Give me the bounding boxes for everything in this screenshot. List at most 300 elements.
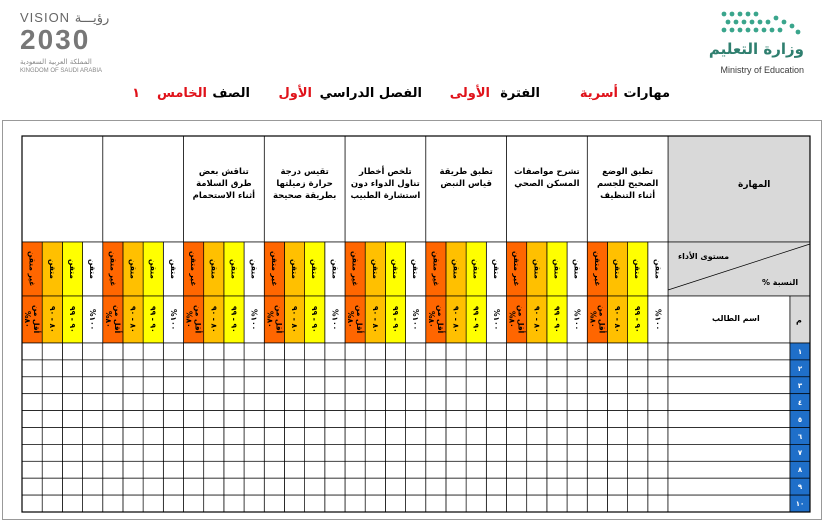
skill-title: تطبق الوضع الصحيح للجسم أثناء التنظيف xyxy=(596,167,659,201)
data-cell xyxy=(466,461,486,478)
data-cell xyxy=(325,360,345,377)
data-cell xyxy=(325,461,345,478)
data-cell xyxy=(426,377,446,394)
percent-label: أقل من ٨٠% xyxy=(346,305,365,334)
skill-group-cell xyxy=(103,136,184,242)
level-label: متقن xyxy=(88,259,98,279)
data-cell xyxy=(244,428,264,445)
data-cell xyxy=(184,495,204,512)
data-cell xyxy=(103,461,123,478)
data-cell xyxy=(507,428,527,445)
level-label: غير متقن xyxy=(189,251,199,287)
data-cell xyxy=(648,478,668,495)
data-cell xyxy=(123,428,143,445)
skill-title: تطبق طريقة قياس النبض xyxy=(439,167,493,189)
data-cell xyxy=(527,343,547,360)
skill-title: تلخص أخطار تناول الدواء دون استشارة الطبيب xyxy=(350,167,421,201)
data-cell xyxy=(305,478,325,495)
data-cell xyxy=(587,394,607,411)
data-cell xyxy=(547,411,567,428)
data-cell xyxy=(325,343,345,360)
data-cell xyxy=(446,377,466,394)
data-cell xyxy=(527,394,547,411)
data-cell xyxy=(204,428,224,445)
percent-label: ٩٠ - ٩٩ xyxy=(552,306,562,333)
data-cell xyxy=(365,478,385,495)
data-cell xyxy=(42,360,62,377)
data-cell xyxy=(103,360,123,377)
percent-label: ٩٠ - ٩٩ xyxy=(633,306,643,333)
data-cell xyxy=(264,343,284,360)
data-cell xyxy=(325,428,345,445)
level-label: متقن xyxy=(411,259,421,279)
data-cell xyxy=(345,360,365,377)
data-cell xyxy=(486,495,506,512)
level-label: متقن xyxy=(168,259,178,279)
data-cell xyxy=(204,478,224,495)
data-cell xyxy=(224,428,244,445)
data-cell xyxy=(587,377,607,394)
data-cell xyxy=(607,495,627,512)
data-cell xyxy=(345,444,365,461)
data-cell xyxy=(628,428,648,445)
student-name-cell xyxy=(668,394,790,411)
data-cell xyxy=(466,377,486,394)
data-cell xyxy=(345,478,365,495)
vision-country-en: KINGDOM OF SAUDI ARABIA xyxy=(20,68,103,74)
skill-title: تناقش بعض طرق السلامة أثناء الاستحمام xyxy=(192,167,256,201)
data-cell xyxy=(305,461,325,478)
data-cell xyxy=(426,394,446,411)
data-cell xyxy=(123,461,143,478)
data-cell xyxy=(42,377,62,394)
level-label: متقن xyxy=(653,259,663,279)
data-cell xyxy=(486,478,506,495)
data-cell xyxy=(62,360,82,377)
data-cell xyxy=(547,478,567,495)
level-label: غير متقن xyxy=(269,251,279,287)
data-cell xyxy=(284,461,304,478)
data-cell xyxy=(264,411,284,428)
data-cell xyxy=(648,495,668,512)
data-cell xyxy=(244,495,264,512)
data-cell xyxy=(628,411,648,428)
data-cell xyxy=(83,428,103,445)
data-cell xyxy=(607,478,627,495)
level-label: غير متقن xyxy=(592,251,602,287)
data-cell xyxy=(83,377,103,394)
data-cell xyxy=(264,444,284,461)
data-cell xyxy=(284,343,304,360)
data-cell xyxy=(547,360,567,377)
data-cell xyxy=(103,343,123,360)
data-cell xyxy=(365,428,385,445)
data-cell xyxy=(163,394,183,411)
data-cell xyxy=(143,343,163,360)
data-cell xyxy=(305,343,325,360)
data-cell xyxy=(587,444,607,461)
data-cell xyxy=(648,444,668,461)
data-cell xyxy=(486,360,506,377)
data-cell xyxy=(486,377,506,394)
data-cell xyxy=(567,495,587,512)
data-cell xyxy=(305,495,325,512)
data-cell xyxy=(406,444,426,461)
data-cell xyxy=(486,461,506,478)
percent-label: أقل من ٨٠% xyxy=(588,305,607,334)
percent-label: أقل من ٨٠% xyxy=(23,305,42,334)
level-label: متقن xyxy=(67,259,77,279)
data-cell xyxy=(42,478,62,495)
data-cell xyxy=(385,478,405,495)
student-name-cell xyxy=(668,411,790,428)
data-cell xyxy=(466,428,486,445)
data-cell xyxy=(587,428,607,445)
level-label: متقن xyxy=(229,259,239,279)
data-cell xyxy=(567,394,587,411)
data-cell xyxy=(204,394,224,411)
data-cell xyxy=(385,343,405,360)
data-cell xyxy=(204,360,224,377)
data-cell xyxy=(587,343,607,360)
data-cell xyxy=(83,411,103,428)
data-cell xyxy=(123,411,143,428)
data-cell xyxy=(587,360,607,377)
data-cell xyxy=(83,478,103,495)
data-cell xyxy=(547,444,567,461)
data-cell xyxy=(345,394,365,411)
data-cell xyxy=(426,360,446,377)
data-cell xyxy=(587,411,607,428)
data-cell xyxy=(42,411,62,428)
percent-label: ١٠٠% xyxy=(168,308,178,331)
level-label: متقن xyxy=(491,259,501,279)
data-cell xyxy=(62,411,82,428)
data-cell xyxy=(305,394,325,411)
row-index-label: ١٠ xyxy=(795,500,805,509)
percent-header-label: النسبة % xyxy=(762,278,799,287)
data-cell xyxy=(406,461,426,478)
data-cell xyxy=(62,478,82,495)
data-cell xyxy=(42,394,62,411)
data-cell xyxy=(628,478,648,495)
data-cell xyxy=(62,394,82,411)
level-label: متقن xyxy=(633,259,643,279)
data-cell xyxy=(547,377,567,394)
data-cell xyxy=(507,461,527,478)
data-cell xyxy=(365,360,385,377)
data-cell xyxy=(244,343,264,360)
data-cell xyxy=(406,394,426,411)
data-cell xyxy=(466,343,486,360)
row-index-label: ٥ xyxy=(797,415,803,424)
level-label: متقن xyxy=(128,259,138,279)
data-cell xyxy=(426,343,446,360)
data-cell xyxy=(486,428,506,445)
data-cell xyxy=(507,411,527,428)
data-cell xyxy=(466,444,486,461)
data-cell xyxy=(648,360,668,377)
title-period-value: الأولى xyxy=(449,86,490,101)
level-label: غير متقن xyxy=(512,251,522,287)
data-cell xyxy=(385,411,405,428)
data-cell xyxy=(22,343,42,360)
data-cell xyxy=(607,343,627,360)
percent-label: ٩٠ - ٩٩ xyxy=(148,306,158,333)
data-cell xyxy=(628,360,648,377)
data-cell xyxy=(123,360,143,377)
data-cell xyxy=(385,495,405,512)
title-grade-section: ١ xyxy=(132,86,140,101)
title-grade-label: الصف xyxy=(212,86,250,101)
data-cell xyxy=(567,360,587,377)
data-cell xyxy=(22,411,42,428)
data-cell xyxy=(123,478,143,495)
data-cell xyxy=(143,394,163,411)
percent-label: ٨٠ - ٩٠ xyxy=(128,306,138,333)
data-cell xyxy=(466,411,486,428)
row-index-label: ٤ xyxy=(797,398,803,407)
data-cell xyxy=(385,377,405,394)
data-cell xyxy=(426,411,446,428)
level-label: غير متقن xyxy=(108,251,118,287)
data-cell xyxy=(22,444,42,461)
data-cell xyxy=(123,343,143,360)
data-cell xyxy=(22,360,42,377)
data-cell xyxy=(426,428,446,445)
data-cell xyxy=(123,444,143,461)
data-cell xyxy=(62,343,82,360)
data-cell xyxy=(163,377,183,394)
data-cell xyxy=(325,394,345,411)
row-index-label: ٧ xyxy=(797,449,803,458)
data-cell xyxy=(365,461,385,478)
data-cell xyxy=(284,411,304,428)
data-cell xyxy=(628,461,648,478)
data-cell xyxy=(123,394,143,411)
data-cell xyxy=(244,444,264,461)
level-label: متقن xyxy=(290,259,300,279)
data-cell xyxy=(204,411,224,428)
data-cell xyxy=(103,394,123,411)
data-cell xyxy=(325,411,345,428)
data-cell xyxy=(163,360,183,377)
data-cell xyxy=(264,394,284,411)
data-cell xyxy=(607,428,627,445)
percent-label: ٩٠ - ٩٩ xyxy=(229,306,239,333)
percent-label: ١٠٠% xyxy=(653,308,663,331)
data-cell xyxy=(83,343,103,360)
student-name-cell xyxy=(668,428,790,445)
data-cell xyxy=(305,428,325,445)
data-cell xyxy=(22,495,42,512)
data-cell xyxy=(83,394,103,411)
data-cell xyxy=(244,478,264,495)
data-cell xyxy=(527,478,547,495)
level-label: غير متقن xyxy=(350,251,360,287)
data-cell xyxy=(184,377,204,394)
data-cell xyxy=(305,377,325,394)
data-cell xyxy=(163,411,183,428)
data-cell xyxy=(325,377,345,394)
data-cell xyxy=(527,444,547,461)
data-cell xyxy=(406,360,426,377)
skill-header-label: المهارة xyxy=(738,180,771,190)
data-cell xyxy=(204,495,224,512)
data-cell xyxy=(62,377,82,394)
student-header-label: اسم الطالب xyxy=(712,314,760,323)
data-cell xyxy=(486,411,506,428)
data-cell xyxy=(466,394,486,411)
percent-label: ٩٠ - ٩٩ xyxy=(471,306,481,333)
row-index-label: ٨ xyxy=(797,466,803,475)
level-label: متقن xyxy=(552,259,562,279)
student-name-cell xyxy=(668,495,790,512)
data-cell xyxy=(365,444,385,461)
percent-label: ٨٠ - ٩٠ xyxy=(209,306,219,333)
data-cell xyxy=(406,377,426,394)
data-cell xyxy=(264,478,284,495)
data-cell xyxy=(22,461,42,478)
data-cell xyxy=(385,428,405,445)
data-cell xyxy=(204,461,224,478)
data-cell xyxy=(446,394,466,411)
level-label: متقن xyxy=(390,259,400,279)
title-semester-label: الفصل الدراسي xyxy=(319,86,422,101)
data-cell xyxy=(22,478,42,495)
data-cell xyxy=(143,377,163,394)
data-cell xyxy=(527,428,547,445)
data-cell xyxy=(184,444,204,461)
data-cell xyxy=(224,495,244,512)
data-cell xyxy=(365,377,385,394)
data-cell xyxy=(244,394,264,411)
data-cell xyxy=(325,495,345,512)
data-cell xyxy=(284,360,304,377)
data-cell xyxy=(587,495,607,512)
data-cell xyxy=(103,428,123,445)
data-cell xyxy=(607,444,627,461)
data-cell xyxy=(184,478,204,495)
data-cell xyxy=(426,495,446,512)
data-cell xyxy=(284,495,304,512)
data-cell xyxy=(486,343,506,360)
data-cell xyxy=(426,461,446,478)
data-cell xyxy=(365,343,385,360)
level-header-label: مستوى الأداء xyxy=(678,252,730,261)
data-cell xyxy=(365,411,385,428)
student-name-cell xyxy=(668,444,790,461)
data-cell xyxy=(163,444,183,461)
data-cell xyxy=(163,428,183,445)
data-cell xyxy=(244,360,264,377)
data-cell xyxy=(123,377,143,394)
data-cell xyxy=(224,377,244,394)
data-cell xyxy=(426,478,446,495)
vision-top-label: VISION رؤيـــة xyxy=(20,10,110,25)
data-cell xyxy=(143,428,163,445)
data-cell xyxy=(163,478,183,495)
data-cell xyxy=(446,444,466,461)
row-index-label: ٩ xyxy=(797,483,803,492)
data-cell xyxy=(184,343,204,360)
data-cell xyxy=(184,394,204,411)
percent-label: أقل من ٨٠% xyxy=(184,305,203,334)
data-cell xyxy=(527,360,547,377)
data-cell xyxy=(184,461,204,478)
data-cell xyxy=(62,495,82,512)
title-grade-value: الخامس xyxy=(156,86,207,101)
data-cell xyxy=(284,377,304,394)
data-cell xyxy=(406,343,426,360)
data-cell xyxy=(103,444,123,461)
data-cell xyxy=(507,343,527,360)
level-label: متقن xyxy=(532,259,542,279)
data-cell xyxy=(42,495,62,512)
percent-label: ٨٠ - ٩٠ xyxy=(370,306,380,333)
data-cell xyxy=(648,394,668,411)
data-cell xyxy=(62,461,82,478)
data-cell xyxy=(446,343,466,360)
data-cell xyxy=(587,478,607,495)
data-cell xyxy=(426,444,446,461)
data-cell xyxy=(648,428,668,445)
data-cell xyxy=(365,495,385,512)
data-cell xyxy=(62,428,82,445)
skill-title: تقيس درجة حرارة زميلتها بطريقة صحيحة xyxy=(272,167,337,201)
level-label: غير متقن xyxy=(27,251,37,287)
data-cell xyxy=(628,444,648,461)
data-cell xyxy=(406,411,426,428)
data-cell xyxy=(547,495,567,512)
data-cell xyxy=(224,444,244,461)
data-cell xyxy=(244,461,264,478)
data-cell xyxy=(83,495,103,512)
data-cell xyxy=(264,360,284,377)
data-cell xyxy=(507,444,527,461)
percent-label: أقل من ٨٠% xyxy=(507,305,526,334)
data-cell xyxy=(264,495,284,512)
data-cell xyxy=(103,478,123,495)
data-cell xyxy=(305,411,325,428)
student-name-cell xyxy=(668,478,790,495)
data-cell xyxy=(385,444,405,461)
data-cell xyxy=(284,444,304,461)
data-cell xyxy=(648,411,668,428)
data-cell xyxy=(244,411,264,428)
data-cell xyxy=(83,360,103,377)
percent-label: ٨٠ - ٩٠ xyxy=(47,306,57,333)
percent-label: ٩٠ - ٩٩ xyxy=(67,306,77,333)
data-cell xyxy=(446,461,466,478)
row-index-label: ٣ xyxy=(797,381,803,390)
data-cell xyxy=(204,343,224,360)
percent-label: ٨٠ - ٩٠ xyxy=(451,306,461,333)
data-cell xyxy=(325,444,345,461)
index-header-label: م xyxy=(796,316,802,325)
data-cell xyxy=(446,478,466,495)
data-cell xyxy=(264,428,284,445)
data-cell xyxy=(365,394,385,411)
data-cell xyxy=(466,478,486,495)
percent-label: ٩٠ - ٩٩ xyxy=(310,306,320,333)
data-cell xyxy=(486,444,506,461)
data-cell xyxy=(42,444,62,461)
data-cell xyxy=(204,377,224,394)
data-cell xyxy=(103,411,123,428)
level-label: متقن xyxy=(47,259,57,279)
data-cell xyxy=(83,461,103,478)
